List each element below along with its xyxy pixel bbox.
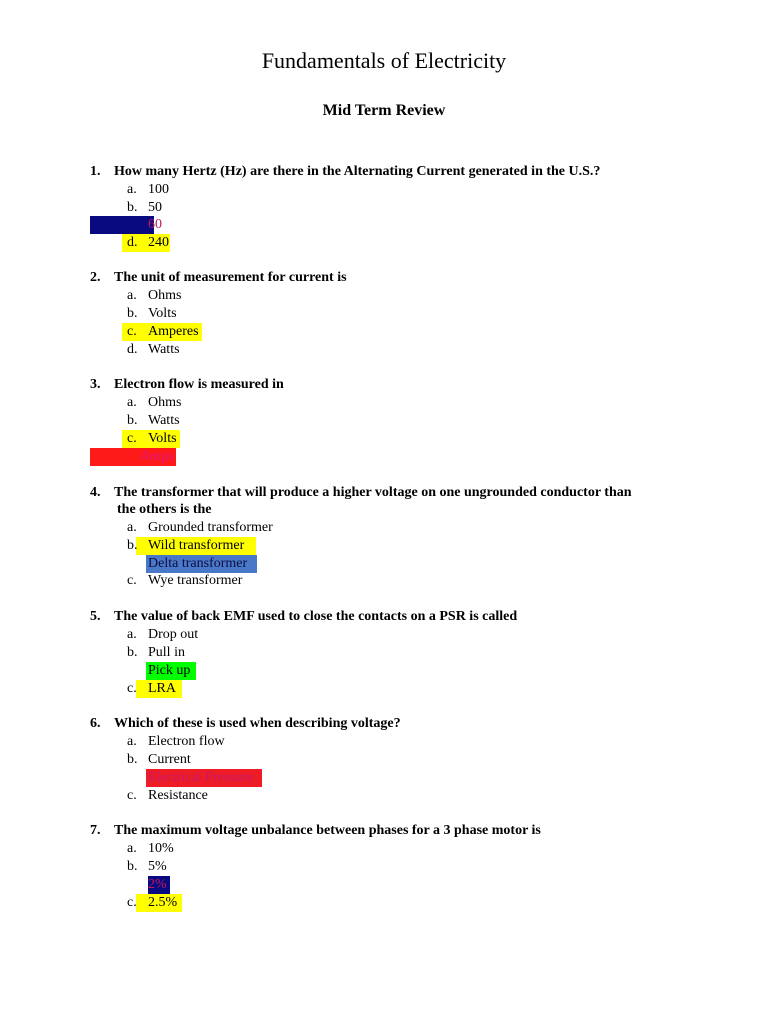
answer-option-highlighted — [0, 430, 768, 448]
answer-text: Ohms — [148, 395, 182, 410]
answer-text: Wild transformer — [148, 538, 245, 553]
answer-letter: c. — [127, 431, 137, 446]
answer-letter: b. — [127, 752, 138, 767]
answer-text: 5% — [148, 859, 167, 874]
answer-text: Amps — [140, 449, 174, 464]
question-text-line2: the others is the — [117, 502, 212, 517]
answer-letter: b. — [127, 413, 138, 428]
answer-letter: c. — [127, 217, 137, 232]
answer-text: Volts — [148, 431, 177, 446]
question-number: 5. — [90, 609, 101, 624]
question-number: 7. — [90, 823, 101, 838]
answer-text: Ohms — [148, 288, 182, 303]
answer-option — [0, 519, 768, 537]
answer-letter: c. — [127, 681, 137, 696]
answer-letter: c. — [127, 324, 137, 339]
answer-text: Delta transformer — [148, 556, 248, 571]
question-number: 1. — [90, 164, 101, 179]
question-text: The unit of measurement for current is — [114, 270, 347, 285]
question-number: 2. — [90, 270, 101, 285]
answer-option — [0, 751, 768, 769]
answer-option-highlighted — [0, 662, 768, 680]
answer-option — [0, 394, 768, 412]
answer-text: 50 — [148, 200, 162, 215]
answer-text: Current — [148, 752, 191, 767]
answer-text: Grounded transformer — [148, 520, 273, 535]
answer-letter: c. — [127, 895, 137, 910]
answer-text: 2.5% — [148, 895, 178, 910]
answer-option — [0, 287, 768, 305]
answer-option — [0, 840, 768, 858]
highlight-bar — [90, 216, 154, 234]
answer-text: 2% — [148, 877, 167, 892]
answer-option-highlighted — [0, 555, 768, 573]
answer-option-highlighted — [0, 680, 768, 698]
answer-letter: a. — [127, 627, 137, 642]
answer-option-highlighted — [0, 876, 768, 894]
question-number: 4. — [90, 485, 101, 500]
answer-option — [0, 412, 768, 430]
answer-letter: c. — [127, 573, 137, 588]
answer-option-highlighted — [0, 323, 768, 341]
answer-letter: a. — [127, 841, 137, 856]
answer-letter: d. — [127, 235, 138, 250]
question-text: Which of these is used when describing voltage? — [114, 716, 401, 731]
answer-option-highlighted — [0, 894, 768, 912]
question-text: Electron flow is measured in — [114, 377, 284, 392]
answer-option — [0, 733, 768, 751]
question-text: The maximum voltage unbalance between phases for a 3 phase motor is — [114, 823, 541, 838]
answer-text: 60 — [148, 217, 162, 232]
answer-text: Watts — [148, 342, 180, 357]
question-text: How many Hertz (Hz) are there in the Alternating Current generated in the U.S.? — [114, 164, 601, 179]
answer-option — [0, 787, 768, 805]
answer-option — [0, 199, 768, 217]
answer-letter: b. — [127, 200, 138, 215]
answer-option — [0, 305, 768, 323]
answer-text: LRA — [148, 681, 176, 696]
answer-text: Drop out — [148, 627, 199, 642]
answer-text: 240 — [148, 235, 169, 250]
answer-text: 10% — [148, 841, 174, 856]
question-text: The value of back EMF used to close the contacts on a PSR is called — [114, 609, 518, 624]
answer-option-highlighted — [0, 537, 768, 555]
answer-letter: b. — [127, 645, 138, 660]
document-title: Fundamentals of Electricity — [261, 48, 507, 73]
answer-letter: a. — [127, 520, 137, 535]
answer-option — [0, 181, 768, 199]
answer-option — [0, 626, 768, 644]
answer-text: Amperes — [148, 324, 199, 339]
question-text: The transformer that will produce a higher voltage on one ungrounded conductor than — [114, 485, 632, 500]
question-number: 6. — [90, 716, 101, 731]
answer-text: Pull in — [148, 645, 185, 660]
answer-letter: a. — [127, 395, 137, 410]
answer-text: 100 — [148, 182, 169, 197]
answer-text: Electrical Pressure — [148, 770, 253, 785]
document-subtitle: Mid Term Review — [322, 102, 446, 119]
question-number: 3. — [90, 377, 101, 392]
answer-letter: c. — [127, 788, 137, 803]
answer-letter: d. — [127, 342, 138, 357]
answer-letter: b. — [127, 538, 138, 553]
answer-option — [0, 858, 768, 876]
answer-option-highlighted — [0, 769, 768, 787]
answer-option — [0, 572, 768, 590]
answer-option-highlighted — [0, 216, 768, 234]
answer-text: Electron flow — [148, 734, 225, 749]
answer-option — [0, 644, 768, 662]
answer-text: Pick up — [148, 663, 191, 678]
answer-text: Watts — [148, 413, 180, 428]
answer-option-highlighted — [0, 234, 768, 252]
answer-letter: a. — [127, 288, 137, 303]
answer-text: Resistance — [148, 788, 208, 803]
answer-text: Wye transformer — [148, 573, 243, 588]
answer-option-highlighted — [0, 448, 768, 466]
answer-letter: a. — [127, 182, 137, 197]
answer-letter: a. — [127, 734, 137, 749]
answer-text: Volts — [148, 306, 177, 321]
answer-option — [0, 341, 768, 359]
answer-letter: b. — [127, 859, 138, 874]
answer-letter: b. — [127, 306, 138, 321]
